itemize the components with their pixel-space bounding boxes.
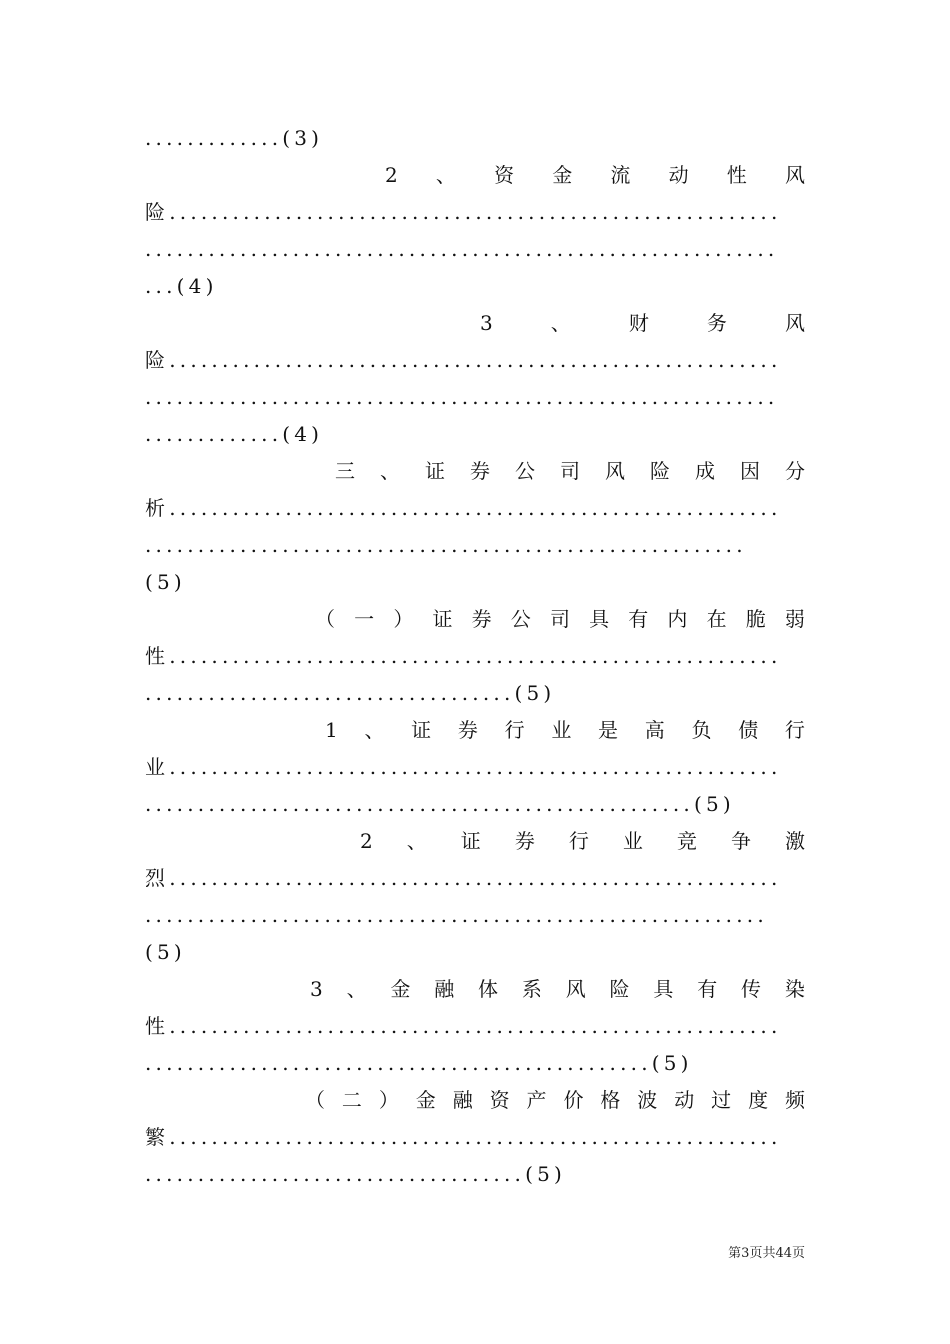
toc-dot-leader-line: 烈.......................................................... xyxy=(145,866,782,890)
toc-dot-leader-line: 险.......................................................... xyxy=(145,200,782,224)
toc-dot-leader-line: (5) xyxy=(145,570,186,594)
toc-heading-line: 3 、 金 融 体 系 风 险 具 有 传 染 xyxy=(310,977,805,1001)
toc-dot-leader-line: 险.......................................................... xyxy=(145,348,782,372)
toc-heading-line: 2 、 证 券 行 业 竞 争 激 xyxy=(360,829,805,853)
toc-dot-leader-line: ......................................................... xyxy=(145,533,747,557)
toc-dot-leader-line: ............................................................ xyxy=(145,385,779,409)
toc-dot-leader-line: 性.......................................................... xyxy=(145,644,782,668)
toc-dot-leader-line: ...................................(5) xyxy=(145,681,556,705)
toc-dot-leader-line: ...(4) xyxy=(145,274,218,298)
toc-dot-leader-line: ............................................................ xyxy=(145,237,779,261)
toc-dot-leader-line: 析.......................................................... xyxy=(145,496,782,520)
toc-dot-leader-line: 业.......................................................... xyxy=(145,755,782,779)
toc-dot-leader-line: .............(3) xyxy=(145,126,324,150)
toc-heading-line: （ 一 ） 证 券 公 司 具 有 内 在 脆 弱 xyxy=(315,607,805,631)
page-footer: 第3页共44页 xyxy=(728,1246,805,1261)
toc-dot-leader-line: .............(4) xyxy=(145,422,324,446)
toc-heading-line: 2 、 资 金 流 动 性 风 xyxy=(385,163,805,187)
toc-heading-line: 1 、 证 券 行 业 是 高 负 债 行 xyxy=(325,718,805,742)
toc-dot-leader-line: ....................................(5) xyxy=(145,1162,566,1186)
toc-dot-leader-line: (5) xyxy=(145,940,186,964)
toc-dot-leader-line: ................................................(5) xyxy=(145,1051,693,1075)
toc-dot-leader-line: ....................................................(5) xyxy=(145,792,735,816)
toc-dot-leader-line: 性.......................................................... xyxy=(145,1014,782,1038)
toc-dot-leader-line: ........................................................... xyxy=(145,903,768,927)
toc-heading-line: 3 、 财 务 风 xyxy=(480,311,805,335)
toc-dot-leader-line: 繁.......................................................... xyxy=(145,1125,782,1149)
toc-heading-line: （ 二 ） 金 融 资 产 价 格 波 动 过 度 频 xyxy=(305,1088,805,1112)
toc-heading-line: 三 、 证 券 公 司 风 险 成 因 分 xyxy=(335,459,805,483)
